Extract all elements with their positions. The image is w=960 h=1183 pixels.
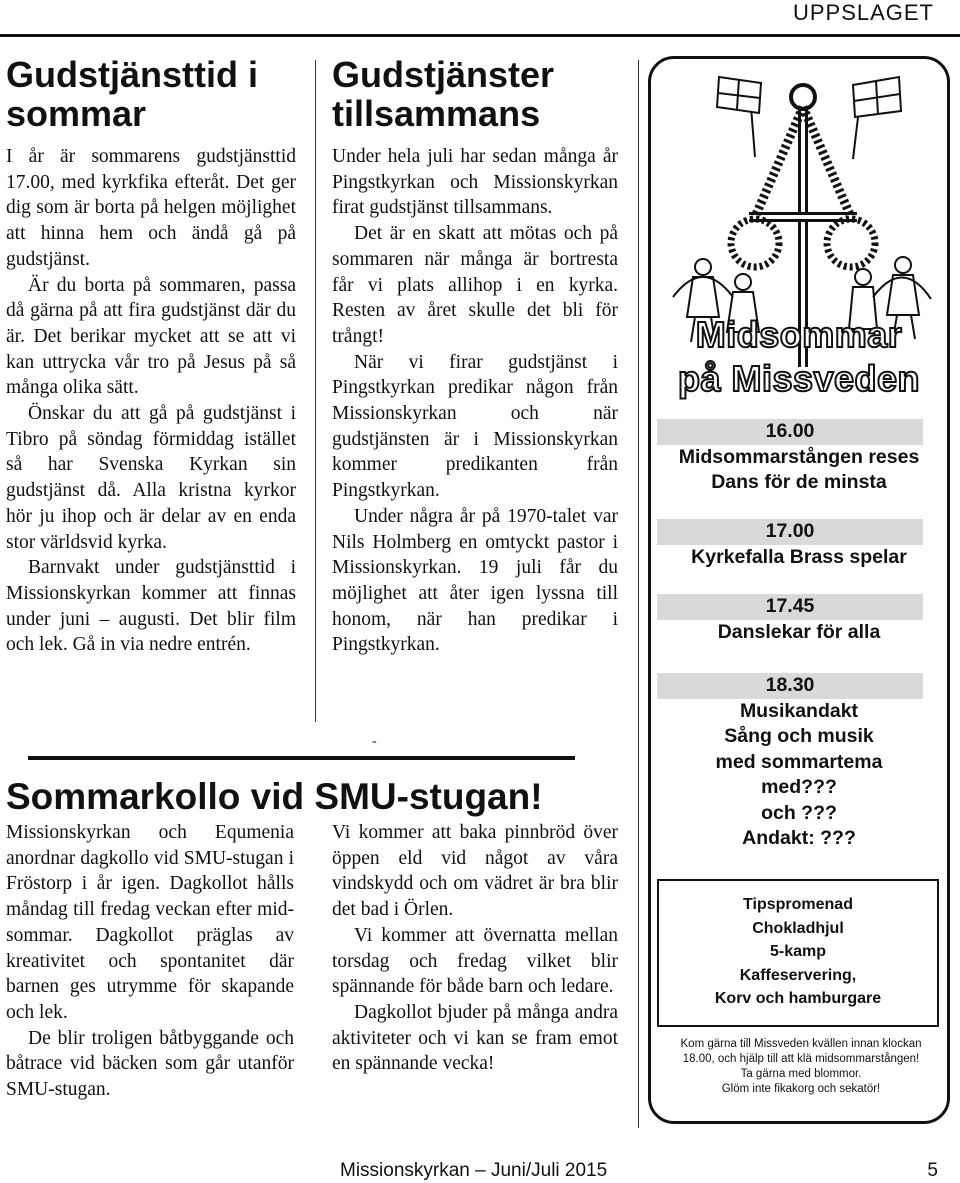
schedule-item <box>651 519 947 570</box>
article-mid-paragraph: När vi firar gudstjänst i Pingstkyrkan predikar någon från Missionskyrkan och när gudstjänsten är i Missionskyrkan kommer predikanten från Pingstkyrkan. <box>332 351 618 502</box>
schedule-line: Andakt: ??? <box>742 827 856 849</box>
schedule-line: Dans för de minsta <box>711 471 887 493</box>
schedule-time: 17.00 <box>657 519 923 545</box>
article-left-paragraph: Är du borta på sommaren, passa då gärna på att fira gudstjänst där du är. Det berikar mycket att se att vi kan uttrycka vår tro på Jesus på så många olika sätt. <box>6 274 296 399</box>
midsummer-panel <box>648 56 950 1124</box>
note-line: Glöm inte fikakorg och sekatör! <box>721 1083 881 1095</box>
header-rule <box>0 34 960 37</box>
schedule-time: 16.00 <box>657 419 923 445</box>
activity-item: Kaffeservering, <box>739 966 857 984</box>
article-mid-paragraph: Under några år på 1970-talet var Nils Holmberg en omtyckt pastor i Missionskyrkan. 19 juli får du möjlighet att åter igen lyssna till honom, när han predikar i Pingstkyrkan. <box>332 505 618 656</box>
schedule-item <box>651 594 947 645</box>
promo-title-line-1: Midsommar <box>695 314 903 355</box>
column-divider <box>638 60 639 1128</box>
schedule-line: Sång och musik <box>724 725 874 747</box>
schedule-line: med??? <box>761 776 837 798</box>
article-left-paragraph: Önskar du att gå på gudstjänst i Tibro på söndag förmiddag istället så har Svenska Kyrkan sin gudstjänst då. Alla kristna kyrkor hör ju ihop och är delar av en enda stor världsvid kyrka. <box>6 403 296 553</box>
activity-item: 5-kamp <box>769 943 827 960</box>
schedule-item <box>651 673 947 852</box>
article-smu-paragraph: Missionskyrkan och Equmenia anordnar dagkollo vid SMU-stugan i Fröstorp i år igen. Dagkollot hålls måndag till fredag veckan efter midsommar. Dagkollot präglas av kreativitet och spontanitet där barnen ges utrymme för skapande och lek. <box>6 822 294 1023</box>
article-left-paragraph: I år är sommarens gudstjänsttid 17.00, med kyrkfika efteråt. Det ger dig som är borta på helgen möjlighet att hinna hem och ändå gå på gudstjänst. <box>6 146 296 270</box>
activity-item: Korv och hamburgare <box>714 990 882 1007</box>
invitation-note <box>661 1037 941 1097</box>
note-line: Kom gärna till Missveden kvällen innan klockan <box>680 1038 922 1050</box>
article-mid-paragraph: Under hela juli har sedan många år Pingstkyrkan och Missionskyrkan firat gudstjänst tillsammans. <box>332 146 618 219</box>
article-smu-paragraph: De blir troligen båtbyggande och båtrace vid bäcken som går utanför SMU-stugan. <box>6 1027 294 1101</box>
activities-box <box>657 879 939 1027</box>
article-smu-column-1 <box>6 820 294 1103</box>
article-left-body <box>6 144 296 658</box>
note-line: Ta gärna med blommor. <box>740 1068 862 1080</box>
schedule-time: 18.30 <box>657 673 923 699</box>
note-line: 18.00, och hjälp till att klä midsommarstången! <box>682 1053 920 1065</box>
schedule-item <box>651 419 947 496</box>
article-left-paragraph: Barnvakt under gudstjänsttid i Missionskyrkan kommer att finnas under juni – augusti. Det blir film och lek. Gå in via nedre entrén. <box>6 557 296 656</box>
article-mid-title: Gudstjänster tillsammans <box>332 54 555 134</box>
schedule-line: och ??? <box>761 801 837 824</box>
activity-item: Tipspromenad <box>743 896 853 913</box>
stray-mark: - <box>372 734 377 749</box>
schedule-line: med sommartema <box>715 750 883 773</box>
article-mid-paragraph: Det är en skatt att mötas och på sommaren när många är bortresta får vi plats allihop i en kyrka. Resten av året skulle det bli för trångt! <box>332 223 618 347</box>
article-mid-body <box>332 144 618 658</box>
schedule-line: Danslekar för alla <box>717 620 881 643</box>
article-smu-column-2 <box>332 820 618 1077</box>
schedule-line: Midsommarstången reses <box>678 445 920 468</box>
activity-item: Chokladhjul <box>752 919 844 937</box>
footer-publication: Missionskyrkan – Juni/Juli 2015 <box>340 1160 608 1181</box>
page-number: 5 <box>927 1160 938 1181</box>
column-divider <box>315 60 316 722</box>
article-left-title: Gudstjänsttid i sommar <box>6 54 258 134</box>
section-label: UPPSLAGET <box>792 0 934 25</box>
promo-title-line-2: på Missveden <box>677 358 921 399</box>
section-rule <box>28 756 575 760</box>
schedule-time: 17.45 <box>657 594 923 620</box>
article-smu-paragraph: Vi kommer att övernatta mellan torsdag och fredag vilket blir spännande för både barn och ledare. <box>332 924 618 998</box>
schedule-line: Musikandakt <box>739 699 859 722</box>
article-smu-paragraph: Dagkollot bjuder på många andra aktiviteter och vi kan se fram emot en spännande vecka! <box>332 1001 618 1075</box>
schedule-line: Kyrkefalla Brass spelar <box>691 545 907 568</box>
article-smu-paragraph: Vi kommer att baka pinnbröd över öppen eld vid något av våra vindskydd och om vädret är bra blir det bad i Örlen. <box>332 822 618 921</box>
article-smu-title: Sommarkollo vid SMU-stugan! <box>6 776 543 817</box>
